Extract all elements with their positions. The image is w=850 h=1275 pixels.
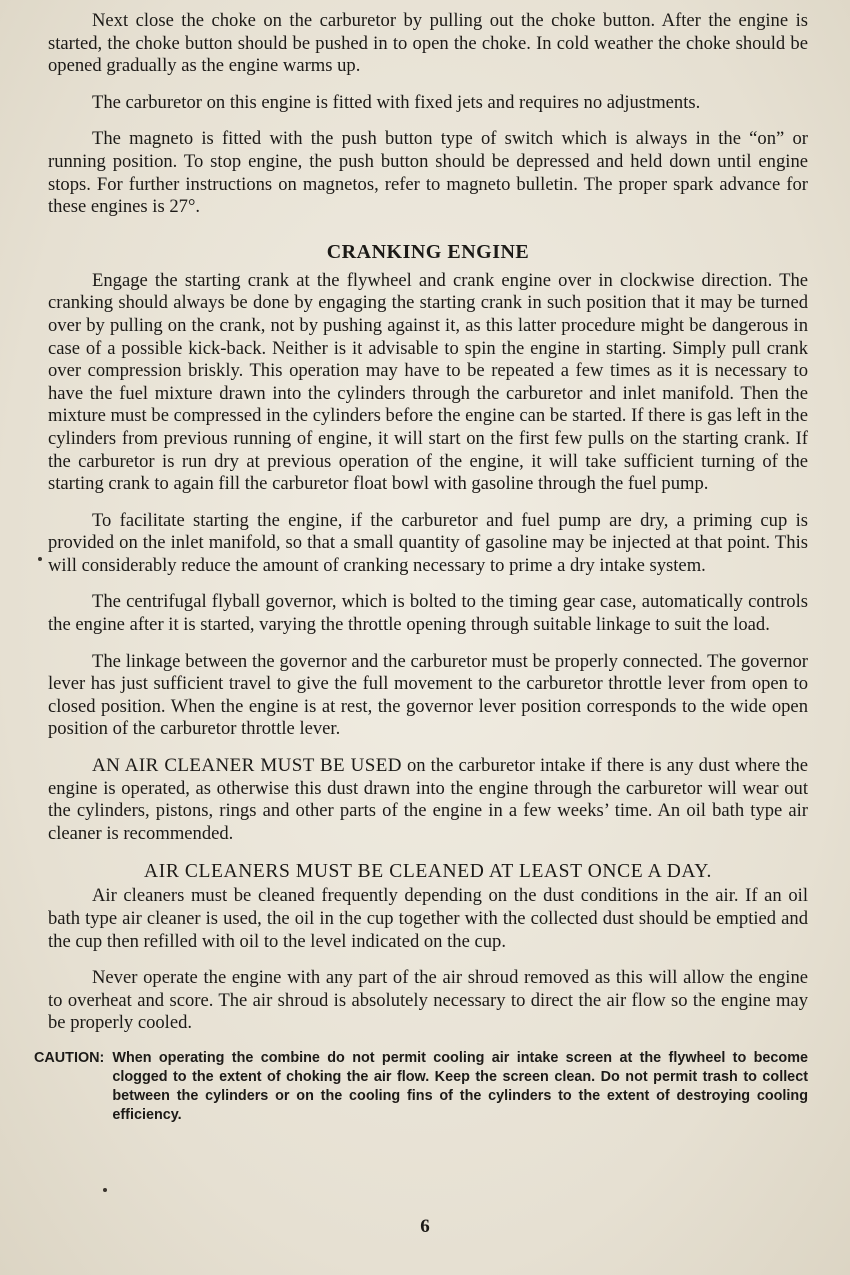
ink-speck — [38, 557, 42, 561]
paragraph-choke: Next close the choke on the carburetor by pulling out the choke button. After the engine is started, the choke button should be pushed in to open the choke. In cold weather the choke should be opened gradually as the engine warms up. — [48, 10, 808, 77]
caution-block — [34, 1049, 808, 1125]
paragraph-cleaning: Air cleaners must be cleaned frequently depending on the dust conditions in the air. If an oil bath type air cleaner is used, the oil in the cup together with the collected dust should be emptied and the cup then refilled with oil to the level indicated on the cup. — [48, 885, 808, 952]
caution-label: CAUTION: — [34, 1049, 105, 1066]
air-cleaner-body: on the carburetor intake if there is any dust where the engine is operated, as otherwise this dust drawn into the engine through the carburetor will wear out the cylinders, pistons, rings and other parts of the engine in a few weeks’ time. An oil bath type air cleaner is recommended. — [48, 755, 808, 844]
section-heading-cranking: CRANKING ENGINE — [326, 240, 530, 263]
air-cleaner-heading: AIR CLEANERS MUST BE CLEANED AT LEAST ONCE A DAY. — [144, 861, 712, 883]
ink-speck — [103, 1188, 107, 1192]
paragraph-priming-cup: To facilitate starting the engine, if the carburetor and fuel pump are dry, a priming cup is provided on the inlet manifold, so that a small quantity of gasoline may be injected at that point. This will considerably reduce the amount of cranking necessary to prime a dry intake system. — [48, 509, 808, 576]
paragraph-governor: The centrifugal flyball governor, which is bolted to the timing gear case, automatically controls the engine after it is started, varying the throttle opening through suitable linkage to suit the load. — [48, 591, 808, 636]
paragraph-starting-crank: Engage the starting crank at the flywheel and crank engine over in clockwise direction. The cranking should always be done by engaging the starting crank in such position that it may be turned over by pulling on the crank, not by pushing against it, as this latter procedure might be dangerous in case of a possible kick-back. Neither is it advisable to spin the engine in starting. Simply pull crank over compression briskly. This operation may have to be repeated a few times as it is necessary to have the fuel mixture drawn into the cylinders through the carburetor and inlet manifold. Then the mixture must be compressed in the cylinders before the engine can be started. If there is gas left in the cylinders from previous running of engine, it will start on the first few pulls on the starting crank. If the carburetor is run dry at previous operation of the engine, it will take sufficient turning of the starting crank to again fill the carburetor float bowl with gasoline through the fuel pump. — [48, 269, 808, 495]
paragraph-linkage: The linkage between the governor and the carburetor must be properly connected. The governor lever has just sufficient travel to give the full movement to the carburetor throttle lever from open to closed position. When the engine is at rest, the governor lever position corresponds to the wide open position of the carburetor throttle lever. — [48, 650, 808, 740]
paragraph-air-shroud: Never operate the engine with any part of the air shroud removed as this will allow the engine to overheat and score. The air shroud is absolutely necessary to direct the air flow so the engine may be properly cooled. — [48, 967, 808, 1034]
air-cleaner-emphasis: AN AIR CLEANER MUST BE USED — [92, 755, 402, 777]
caution-text: When operating the combine do not permit cooling air intake screen at the flywheel to become clogged to the extent of choking the air flow. Keep the screen clean. Do not permit trash to collect between the cylinders or on the cooling fins of the cylinders to the extent of destroying cooling efficiency. — [112, 1049, 808, 1123]
page-content — [34, 10, 808, 1125]
paragraph-magneto: The magneto is fitted with the push button type of switch which is always in the “on” or running position. To stop engine, the push button should be depressed and held down until engine stops. For further instructions on magnetos, refer to magneto bulletin. The proper spark advance for these engines is 27°. — [48, 128, 808, 218]
paragraph-carburetor-jets: The carburetor on this engine is fitted with fixed jets and requires no adjustments. — [92, 91, 701, 113]
page-number: 6 — [420, 1216, 430, 1237]
paragraph-air-cleaner — [48, 755, 808, 845]
